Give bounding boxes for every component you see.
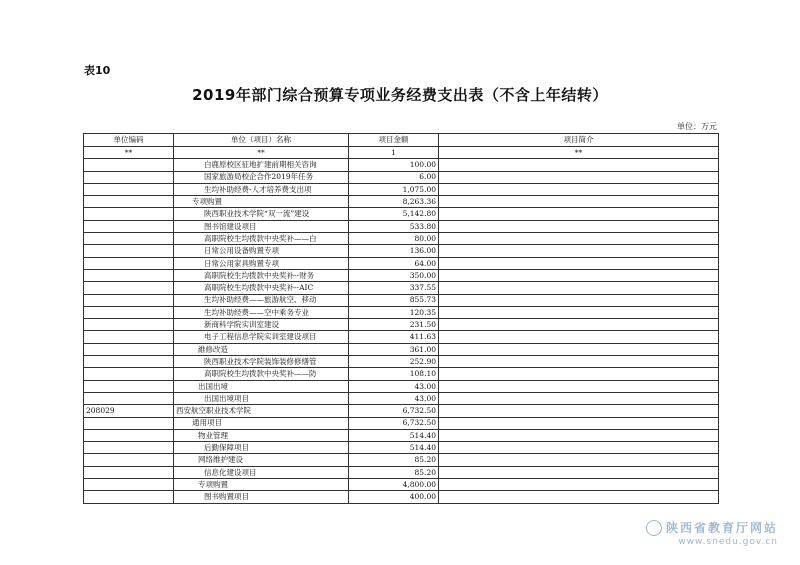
row-intro [439,331,719,343]
row-unit-code [84,491,174,503]
row-intro [439,343,719,355]
row-item-name: 出国出境 [174,380,349,392]
row-amount: 100.00 [349,159,439,171]
row-unit-code [84,479,174,491]
table-row [84,442,719,454]
row-intro [439,392,719,404]
row-intro [439,233,719,245]
row-intro [439,491,719,503]
row-item-name: 高职院校生均拨款中央奖补——白 [174,233,349,245]
table-row [84,491,719,503]
row-intro [439,245,719,257]
row-amount: 85.20 [349,466,439,478]
row-amount: 411.63 [349,331,439,343]
row-item-name: 生均补助经费——旅游航空、移动 [174,294,349,306]
row-item-name: 图书馆建设项目 [174,220,349,232]
row-unit-code [84,343,174,355]
table-row [84,356,719,368]
row-item-name: 日常公用设备购置专项 [174,245,349,257]
table-row [84,319,719,331]
row-unit-code [84,331,174,343]
table-row [84,294,719,306]
row-unit-code [84,429,174,441]
row-amount: 6,732.50 [349,417,439,429]
row-unit-code [84,380,174,392]
table-row [84,269,719,281]
row-item-name: 出国出境项目 [174,392,349,404]
row-unit-code: 208029 [84,405,174,417]
row-unit-code [84,282,174,294]
row-item-name: 白鹿原校区征地扩建前期相关咨询 [174,159,349,171]
row-item-name: 国家旅游局校企合作2019年任务 [174,171,349,183]
row-amount: 252.90 [349,356,439,368]
table-row [84,429,719,441]
document-title: 2019年部门综合预算专项业务经费支出表（不含上年结转） [192,86,608,104]
row-intro [439,294,719,306]
table-row [84,479,719,491]
row-unit-code [84,466,174,478]
table-row [84,282,719,294]
row-intro [439,454,719,466]
row-unit-code [84,319,174,331]
row-item-name: 西安航空职业技术学院 [174,405,349,417]
watermark-name: 陕西省教育厅网站 [665,520,778,535]
row-unit-code [84,417,174,429]
table-row [84,417,719,429]
row-amount: 350.00 [349,269,439,281]
table-row [84,380,719,392]
row-amount: 4,800.00 [349,479,439,491]
table-row [84,257,719,269]
table-row [84,220,719,232]
row-intro [439,380,719,392]
unit-note: 单位：万元 [677,122,717,131]
row-intro [439,196,719,208]
row-item-name: 高职院校生均拨款中央奖补--财务 [174,269,349,281]
row-amount: 80.00 [349,233,439,245]
marker-code: ** [84,147,174,159]
row-intro [439,479,719,491]
row-intro [439,417,719,429]
budget-table [83,133,719,504]
row-unit-code [84,171,174,183]
table-row [84,306,719,318]
header-intro: 项目简介 [439,134,719,147]
row-item-name: 生均补助经费-人才培养费支出项 [174,183,349,195]
row-intro [439,282,719,294]
site-watermark [646,519,778,548]
watermark-url: www.snedu.gov.cn [678,537,778,547]
table-row [84,405,719,417]
row-amount: 533.80 [349,220,439,232]
row-amount: 6,732.50 [349,405,439,417]
row-unit-code [84,245,174,257]
row-item-name: 日常公用家具购置专项 [174,257,349,269]
row-unit-code [84,306,174,318]
row-unit-code [84,454,174,466]
row-amount: 361.00 [349,343,439,355]
table-row [84,208,719,220]
row-item-name: 高职院校生均拨款中央奖补——防 [174,368,349,380]
marker-amount: 1 [349,147,439,159]
table-row [84,343,719,355]
table-header-row [84,134,719,147]
table-row [84,466,719,478]
row-item-name: 通用项目 [174,417,349,429]
marker-row [84,147,719,159]
row-intro [439,429,719,441]
row-amount: 108.10 [349,368,439,380]
edu-logo-icon [646,520,662,536]
row-unit-code [84,392,174,404]
row-item-name: 网络维护建设 [174,454,349,466]
row-item-name: 高职院校生均拨款中央奖补--AIC [174,282,349,294]
row-amount: 5,142.80 [349,208,439,220]
row-item-name: 物业管理 [174,429,349,441]
row-unit-code [84,294,174,306]
table-row [84,233,719,245]
row-amount: 6.00 [349,171,439,183]
row-unit-code [84,196,174,208]
row-unit-code [84,442,174,454]
row-unit-code [84,356,174,368]
table-row [84,454,719,466]
table-number-label: 表10 [84,64,111,77]
header-unit-name: 单位（项目）名称 [174,134,349,147]
row-item-name: 电子工程信息学院实训室建设项目 [174,331,349,343]
row-intro [439,319,719,331]
row-item-name: 陕西职业技术学院“双一流”建设 [174,208,349,220]
table-row [84,368,719,380]
row-unit-code [84,159,174,171]
table-row [84,245,719,257]
row-amount: 136.00 [349,245,439,257]
marker-name: ** [174,147,349,159]
row-unit-code [84,208,174,220]
row-intro [439,171,719,183]
row-intro [439,442,719,454]
row-amount: 337.55 [349,282,439,294]
row-intro [439,466,719,478]
row-item-name: 陕西职业技术学院装饰装修修缮管 [174,356,349,368]
row-item-name: 图书购置项目 [174,491,349,503]
row-intro [439,257,719,269]
row-item-name: 专项购置 [174,196,349,208]
marker-intro: ** [439,147,719,159]
row-unit-code [84,269,174,281]
row-amount: 514.40 [349,442,439,454]
row-item-name: 信息化建设项目 [174,466,349,478]
header-amount: 项目金额 [349,134,439,147]
row-item-name: 后勤保障项目 [174,442,349,454]
table-row [84,196,719,208]
table-row [84,171,719,183]
row-item-name: 专项购置 [174,479,349,491]
row-intro [439,220,719,232]
row-unit-code [84,220,174,232]
row-item-name: 生均补助经费——空中乘务专业 [174,306,349,318]
row-amount: 231.50 [349,319,439,331]
table-row [84,183,719,195]
row-amount: 1,075.00 [349,183,439,195]
row-amount: 8,263.36 [349,196,439,208]
row-intro [439,356,719,368]
row-amount: 43.00 [349,380,439,392]
row-amount: 514.40 [349,429,439,441]
row-intro [439,269,719,281]
row-intro [439,405,719,417]
row-amount: 85.20 [349,454,439,466]
header-unit-code: 单位编码 [84,134,174,147]
row-unit-code [84,368,174,380]
row-intro [439,183,719,195]
row-item-name: 維修改造 [174,343,349,355]
table-row [84,159,719,171]
row-intro [439,368,719,380]
row-amount: 64.00 [349,257,439,269]
row-amount: 855.73 [349,294,439,306]
row-unit-code [84,233,174,245]
row-intro [439,159,719,171]
row-unit-code [84,257,174,269]
table-row [84,392,719,404]
row-amount: 120.35 [349,306,439,318]
row-intro [439,208,719,220]
row-amount: 43.00 [349,392,439,404]
table-row [84,331,719,343]
row-unit-code [84,183,174,195]
row-item-name: 新商科学院实训室建设 [174,319,349,331]
row-amount: 400.00 [349,491,439,503]
row-intro [439,306,719,318]
